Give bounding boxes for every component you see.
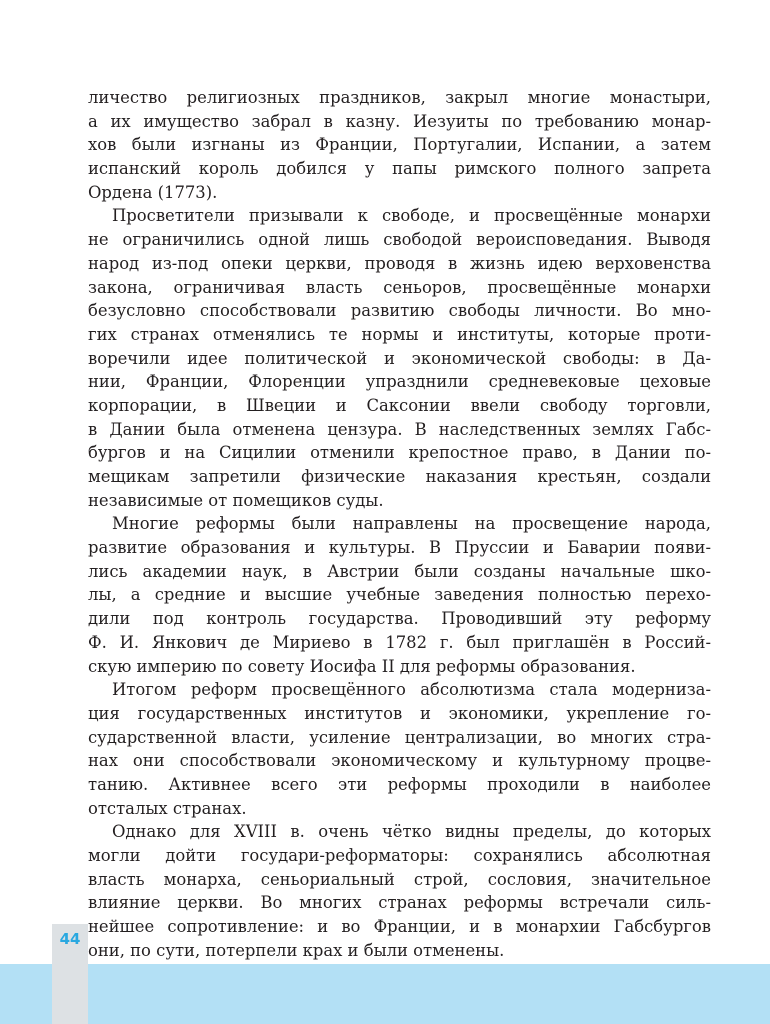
text-line: могли дойти государи-реформаторы: сохранялись абсолютная: [88, 846, 711, 865]
text-line: влияние церкви. Во многих странах реформы встречали силь-: [88, 893, 711, 913]
paragraph: [88, 678, 711, 820]
text-line: сударственной власти, усиление централизации, во многих стра-: [88, 727, 711, 747]
text-line: нейшее сопротивление: и во Франции, и в монархии Габсбургов: [88, 917, 711, 937]
text-line: Однако для XVIII в. очень чётко видны пределы, до которых: [112, 822, 711, 842]
text-line: Многие реформы были направлены на просвещение народа,: [112, 514, 711, 534]
text-line: скую империю по совету Иосифа II для реформы образования.: [88, 656, 636, 676]
text-line: личество религиозных праздников, закрыл многие монастыри,: [88, 88, 711, 107]
text-line: гих странах отменялись те нормы и институты, которые проти-: [88, 324, 711, 344]
text-line: воречили идее политической и экономической свободы: в Да-: [88, 348, 711, 368]
text-line: народ из-под опеки церкви, проводя в жизнь идею верховенства: [88, 253, 711, 273]
page-number: 44: [59, 930, 81, 948]
text-line: независимые от помещиков суды.: [88, 490, 384, 510]
text-line: ция государственных институтов и экономики, укрепление го-: [88, 703, 711, 723]
text-line: закона, ограничивая власть сеньоров, просвещённые монархи: [88, 277, 711, 297]
text-line: корпорации, в Швеции и Саксонии ввели свободу торговли,: [88, 395, 711, 415]
text-line: лы, а средние и высшие учебные заведения полностью перехо-: [88, 585, 711, 605]
text-line: развитие образования и культуры. В Пруссии и Баварии появи-: [88, 538, 711, 558]
text-line: дили под контроль государства. Проводивший эту реформу: [88, 609, 711, 629]
paragraph: [88, 204, 711, 512]
text-line: Ф. И. Янкович де Мириево в 1782 г. был приглашён в Россий-: [88, 632, 711, 652]
text-line: не ограничились одной лишь свободой вероисповедания. Выводя: [88, 230, 711, 250]
paragraph: [88, 820, 711, 962]
paragraph: [88, 86, 711, 204]
text-line: безусловно способствовали развитию свободы личности. Во мно-: [88, 301, 711, 321]
text-line: они, по сути, потерпели крах и были отменены.: [88, 940, 505, 960]
text-line: испанский король добился у папы римского полного запрета: [88, 159, 711, 179]
text-line: в Дании была отменена цензура. В наследственных землях Габс-: [88, 419, 711, 439]
text-line: власть монарха, сеньориальный строй, сословия, значительное: [88, 869, 711, 889]
text-line: хов были изгнаны из Франции, Португалии, Испании, а затем: [88, 135, 711, 155]
text-line: лись академии наук, в Австрии были созданы начальные шко-: [88, 561, 711, 581]
text-line: Итогом реформ просвещённого абсолютизма стала модерниза-: [112, 680, 711, 700]
text-line: нии, Франции, Флоренции упразднили средневековые цеховые: [88, 372, 711, 392]
paragraph: [88, 512, 711, 678]
text-line: бургов и на Сицилии отменили крепостное право, в Дании по-: [88, 443, 711, 463]
text-line: а их имущество забрал в казну. Иезуиты по требованию монар-: [88, 111, 711, 131]
text-line: Просветители призывали к свободе, и просвещённые монархи: [112, 206, 711, 226]
text-line: танию. Активнее всего эти реформы проходили в наиболее: [88, 774, 711, 794]
text-line: мещикам запретили физические наказания крестьян, создали: [88, 467, 711, 486]
text-line: отсталых странах.: [88, 798, 247, 818]
footer-band: [0, 964, 770, 1024]
text-line: Ордена (1773).: [88, 182, 218, 202]
text-line: нах они способствовали экономическому и культурному процве-: [88, 751, 711, 771]
page-body-text: [88, 86, 711, 962]
